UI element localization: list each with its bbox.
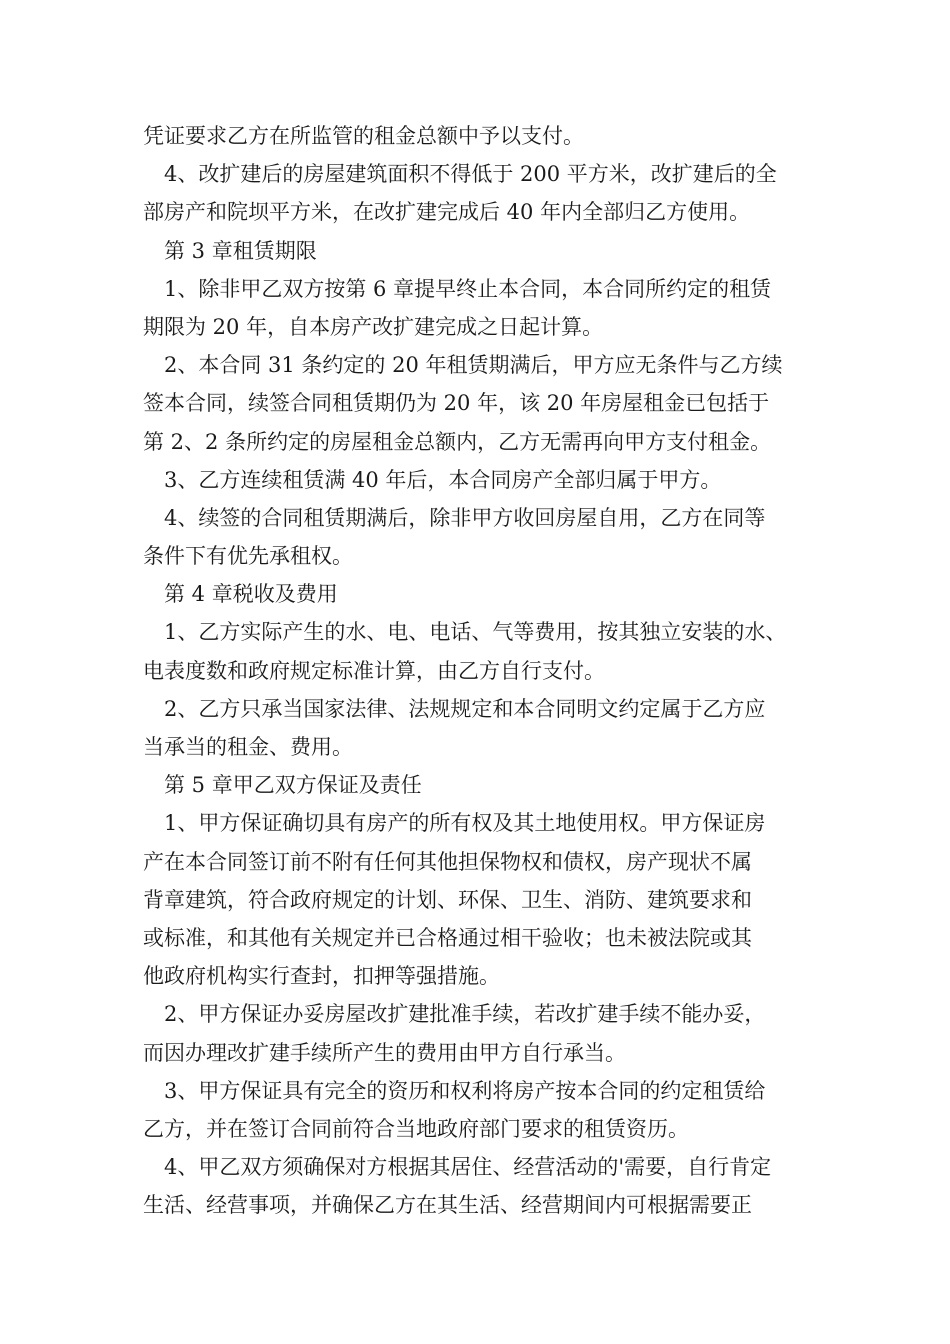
text-line: 生活、经营事项，并确保乙方在其生活、经营期间内可根据需要正 xyxy=(143,1193,752,1218)
text-line: 2、甲方保证办妥房屋改扩建批准手续，若改扩建手续不能办妥， xyxy=(164,1002,766,1027)
text-line: 2、本合同 31 条约定的 20 年租赁期满后，甲方应无条件与乙方续 xyxy=(164,353,783,378)
text-line: 或标准，和其他有关规定并已合格通过相干验收；也未被法院或其 xyxy=(143,925,752,950)
text-line: 第 5 章甲乙双方保证及责任 xyxy=(164,773,422,798)
text-line: 条件下有优先承租权。 xyxy=(143,544,353,569)
text-line: 第 3 章租赁期限 xyxy=(164,238,317,263)
text-line: 1、甲方保证确切具有房产的所有权及其土地使用权。甲方保证房 xyxy=(164,811,766,836)
text-line: 部房产和院坝平方米，在改扩建完成后 40 年内全部归乙方使用。 xyxy=(143,200,751,225)
text-line: 而因办理改扩建手续所产生的费用由甲方自行承当。 xyxy=(143,1040,626,1065)
text-line: 2、乙方只承当国家法律、法规规定和本合同明文约定属于乙方应 xyxy=(164,696,766,721)
text-line: 3、甲方保证具有完全的资历和权利将房产按本合同的约定租赁给 xyxy=(164,1078,766,1103)
text-line: 第 4 章税收及费用 xyxy=(164,582,338,607)
text-line: 4、改扩建后的房屋建筑面积不得低于 200 平方米，改扩建后的全 xyxy=(164,162,777,187)
text-line: 签本合同，续签合同租赁期仍为 20 年，该 20 年房屋租金已包括于 xyxy=(143,391,770,416)
text-line: 电表度数和政府规定标准计算，由乙方自行支付。 xyxy=(143,658,605,683)
text-line: 4、甲乙双方须确保对方根据其居住、经营活动的'需要，自行肯定 xyxy=(164,1155,772,1180)
text-line: 1、除非甲乙双方按第 6 章提早终止本合同，本合同所约定的租赁 xyxy=(164,276,772,301)
text-line: 凭证要求乙方在所监管的租金总额中予以支付。 xyxy=(143,124,584,148)
text-line: 他政府机构实行查封，扣押等强措施。 xyxy=(143,964,500,989)
text-line: 背章建筑，符合政府规定的计划、环保、卫生、消防、建筑要求和 xyxy=(143,887,752,912)
text-line: 乙方，并在签订合同前符合当地政府部门要求的租赁资历。 xyxy=(143,1116,689,1141)
text-line: 4、续签的合同租赁期满后，除非甲方收回房屋自用，乙方在同等 xyxy=(164,505,766,530)
text-line: 1、乙方实际产生的水、电、电话、气等费用，按其独立安装的水、 xyxy=(164,620,787,645)
text-line: 第 2、2 条所约定的房屋租金总额内，乙方无需再向甲方支付租金。 xyxy=(143,429,772,454)
text-line: 3、乙方连续租赁满 40 年后，本合同房产全部归属于甲方。 xyxy=(164,467,722,492)
text-line: 期限为 20 年，自本房产改扩建完成之日起计算。 xyxy=(143,314,604,339)
text-line: 产在本合同签订前不附有任何其他担保物权和债权，房产现状不属 xyxy=(143,849,752,874)
text-line: 当承当的租金、费用。 xyxy=(143,735,353,759)
